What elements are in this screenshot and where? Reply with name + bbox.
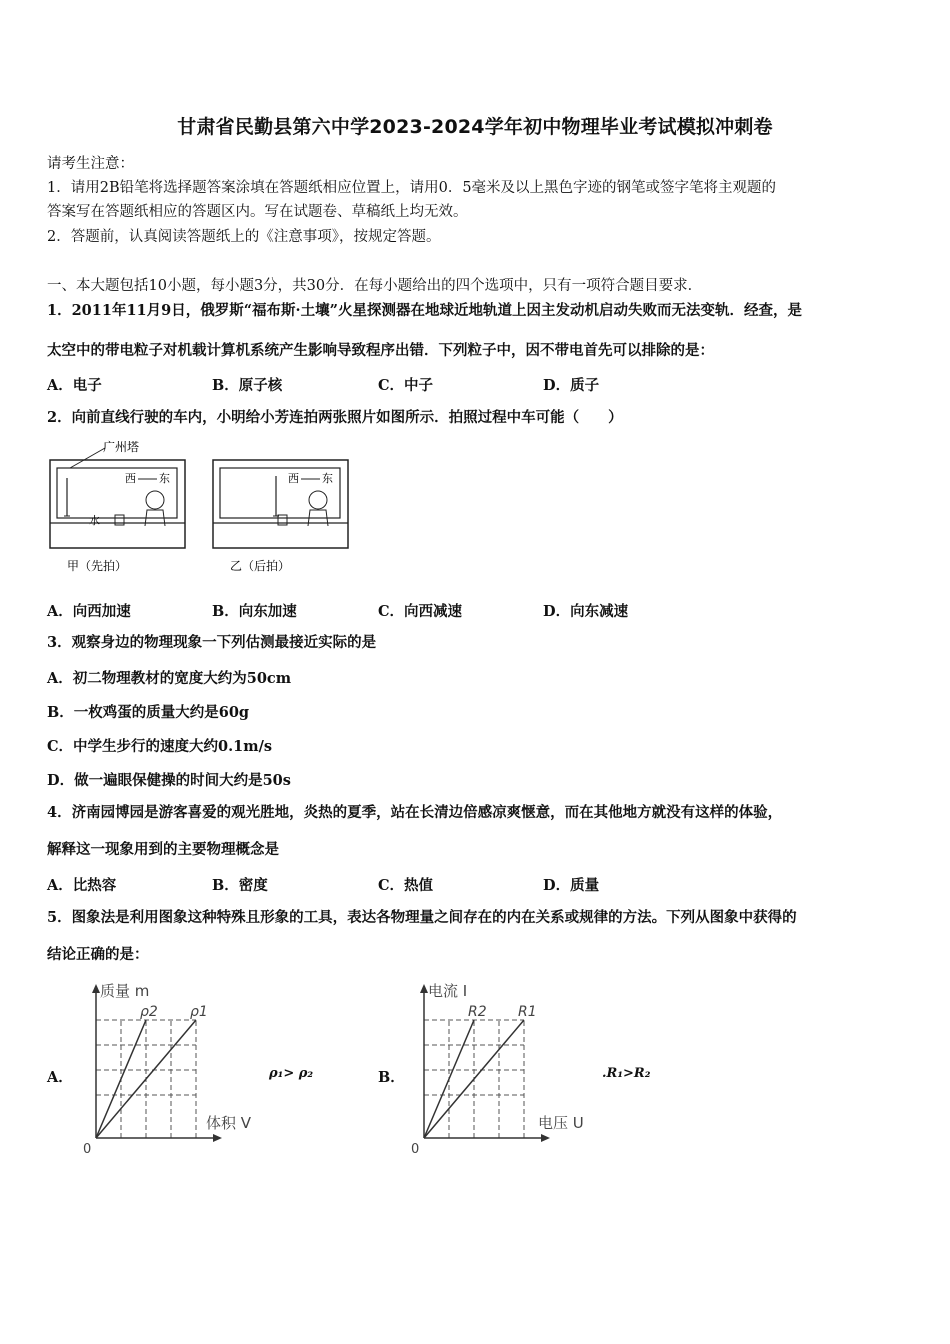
q4-option-c: C．热值 — [378, 877, 434, 894]
q4-option-d: D．质量 — [543, 877, 600, 894]
graph-a — [78, 976, 278, 1161]
west-label-2: 西 — [288, 472, 299, 485]
photo-first — [50, 439, 185, 573]
east-label-2: 东 — [322, 472, 333, 485]
q2-option-c: C．向西减速 — [378, 603, 463, 620]
tower-label-1: 广州塔 — [103, 440, 140, 454]
notice-line-1b: 答案写在答题纸相应的答题区内。写在试题卷、草稿纸上均无效。 — [47, 204, 468, 220]
q5-line-1: 5．图象法是利用图象这种特殊且形象的工具，表达各物理量之间存在的内在关系或规律的方法。下列从图象中获得的 — [47, 909, 797, 926]
section-heading: 一、本大题包括10小题，每小题3分，共30分．在每小题给出的四个选项中，只有一项符合题目要求． — [47, 278, 703, 294]
q5-option-b-label: B． — [378, 1069, 405, 1086]
q4-line-1: 4．济南园博园是游客喜爱的观光胜地，炎热的夏季，站在长清边倍感凉爽惬意，而在其他地方就没有这样的体验， — [47, 804, 783, 821]
q3-option-d: D．做一遍眼保健操的时间大约是50s — [47, 772, 291, 789]
graph-b-series-label-r2: R2 — [468, 1004, 487, 1020]
q3-option-b: B．一枚鸡蛋的质量大约是60g — [47, 704, 250, 721]
q4-option-a: A．比热容 — [47, 877, 117, 894]
graph-b-series-label-r1: R1 — [518, 1004, 537, 1020]
graph-a-ylabel: 质量 m — [100, 982, 150, 1000]
caption-second: 乙（后拍） — [230, 559, 291, 573]
east-label-1: 东 — [159, 472, 170, 485]
west-label-1: 西 — [125, 472, 136, 485]
notice-line-2: 2．答题前，认真阅读答题纸上的《注意事项》，按规定答题。 — [47, 229, 441, 245]
q3-stem: 3．观察身边的物理现象一下列估测最接近实际的是 — [47, 634, 377, 651]
water-label-1: 水 — [89, 514, 100, 527]
q5-line-2: 结论正确的是： — [47, 946, 149, 963]
notice-heading: 请考生注意： — [47, 156, 134, 172]
graph-b-ylabel: 电流 I — [428, 982, 468, 1000]
caption-first: 甲（先拍） — [67, 559, 128, 573]
page-title: 甘肃省民勤县第六中学2023-2024学年初中物理毕业考试模拟冲刺卷 — [177, 116, 773, 138]
q2-figure — [45, 438, 365, 580]
q5-option-a-result: ρ₁> ρ₂ — [269, 1066, 314, 1081]
q2-option-b: B．向东加速 — [212, 603, 297, 620]
q3-option-c: C．中学生步行的速度大约0.1m/s — [47, 738, 273, 755]
graph-a-origin: 0 — [83, 1142, 92, 1157]
q2-stem: 2．向前直线行驶的车内，小明给小芳连拍两张照片如图所示．拍照过程中车可能（ ） — [47, 409, 623, 426]
q1-option-b: B．原子核 — [212, 377, 283, 394]
q5-option-b-result: .R₁>R₂ — [602, 1066, 651, 1081]
photo-second — [213, 460, 348, 573]
graph-a-series-label-rho2: ρ2 — [140, 1004, 158, 1020]
q1-line-2: 太空中的带电粒子对机载计算机系统产生影响导致程序出错．下列粒子中，因不带电首先可以排除的是： — [47, 342, 714, 359]
notice-line-1a: 1．请用2B铅笔将选择题答案涂填在答题纸相应位置上，请用0．5毫米及以上黑色字迹的钢笔或签字笔将主观题的 — [47, 180, 777, 196]
q2-option-d: D．向东减速 — [543, 603, 629, 620]
q1-option-c: C．中子 — [378, 377, 434, 394]
graph-b-xlabel: 电压 U — [538, 1114, 584, 1132]
graph-a-series-label-rho1: ρ1 — [190, 1004, 208, 1020]
q1-option-a: A．电子 — [47, 377, 102, 394]
graph-a-xlabel: 体积 V — [206, 1114, 252, 1132]
q5-option-a-label: A． — [47, 1069, 73, 1086]
q4-line-2: 解释这一现象用到的主要物理概念是 — [47, 841, 279, 858]
q2-option-a: A．向西加速 — [47, 603, 131, 620]
q4-option-b: B．密度 — [212, 877, 268, 894]
graph-b-origin: 0 — [411, 1142, 420, 1157]
q1-option-d: D．质子 — [543, 377, 600, 394]
q3-option-a: A．初二物理教材的宽度大约为50cm — [47, 670, 292, 687]
q1-line-1: 1．2011年11月9日，俄罗斯“福布斯·土壤”火星探测器在地球近地轨道上因主发动机启动失败而无法变轨．经查，是 — [47, 302, 802, 319]
graph-b — [406, 976, 606, 1161]
